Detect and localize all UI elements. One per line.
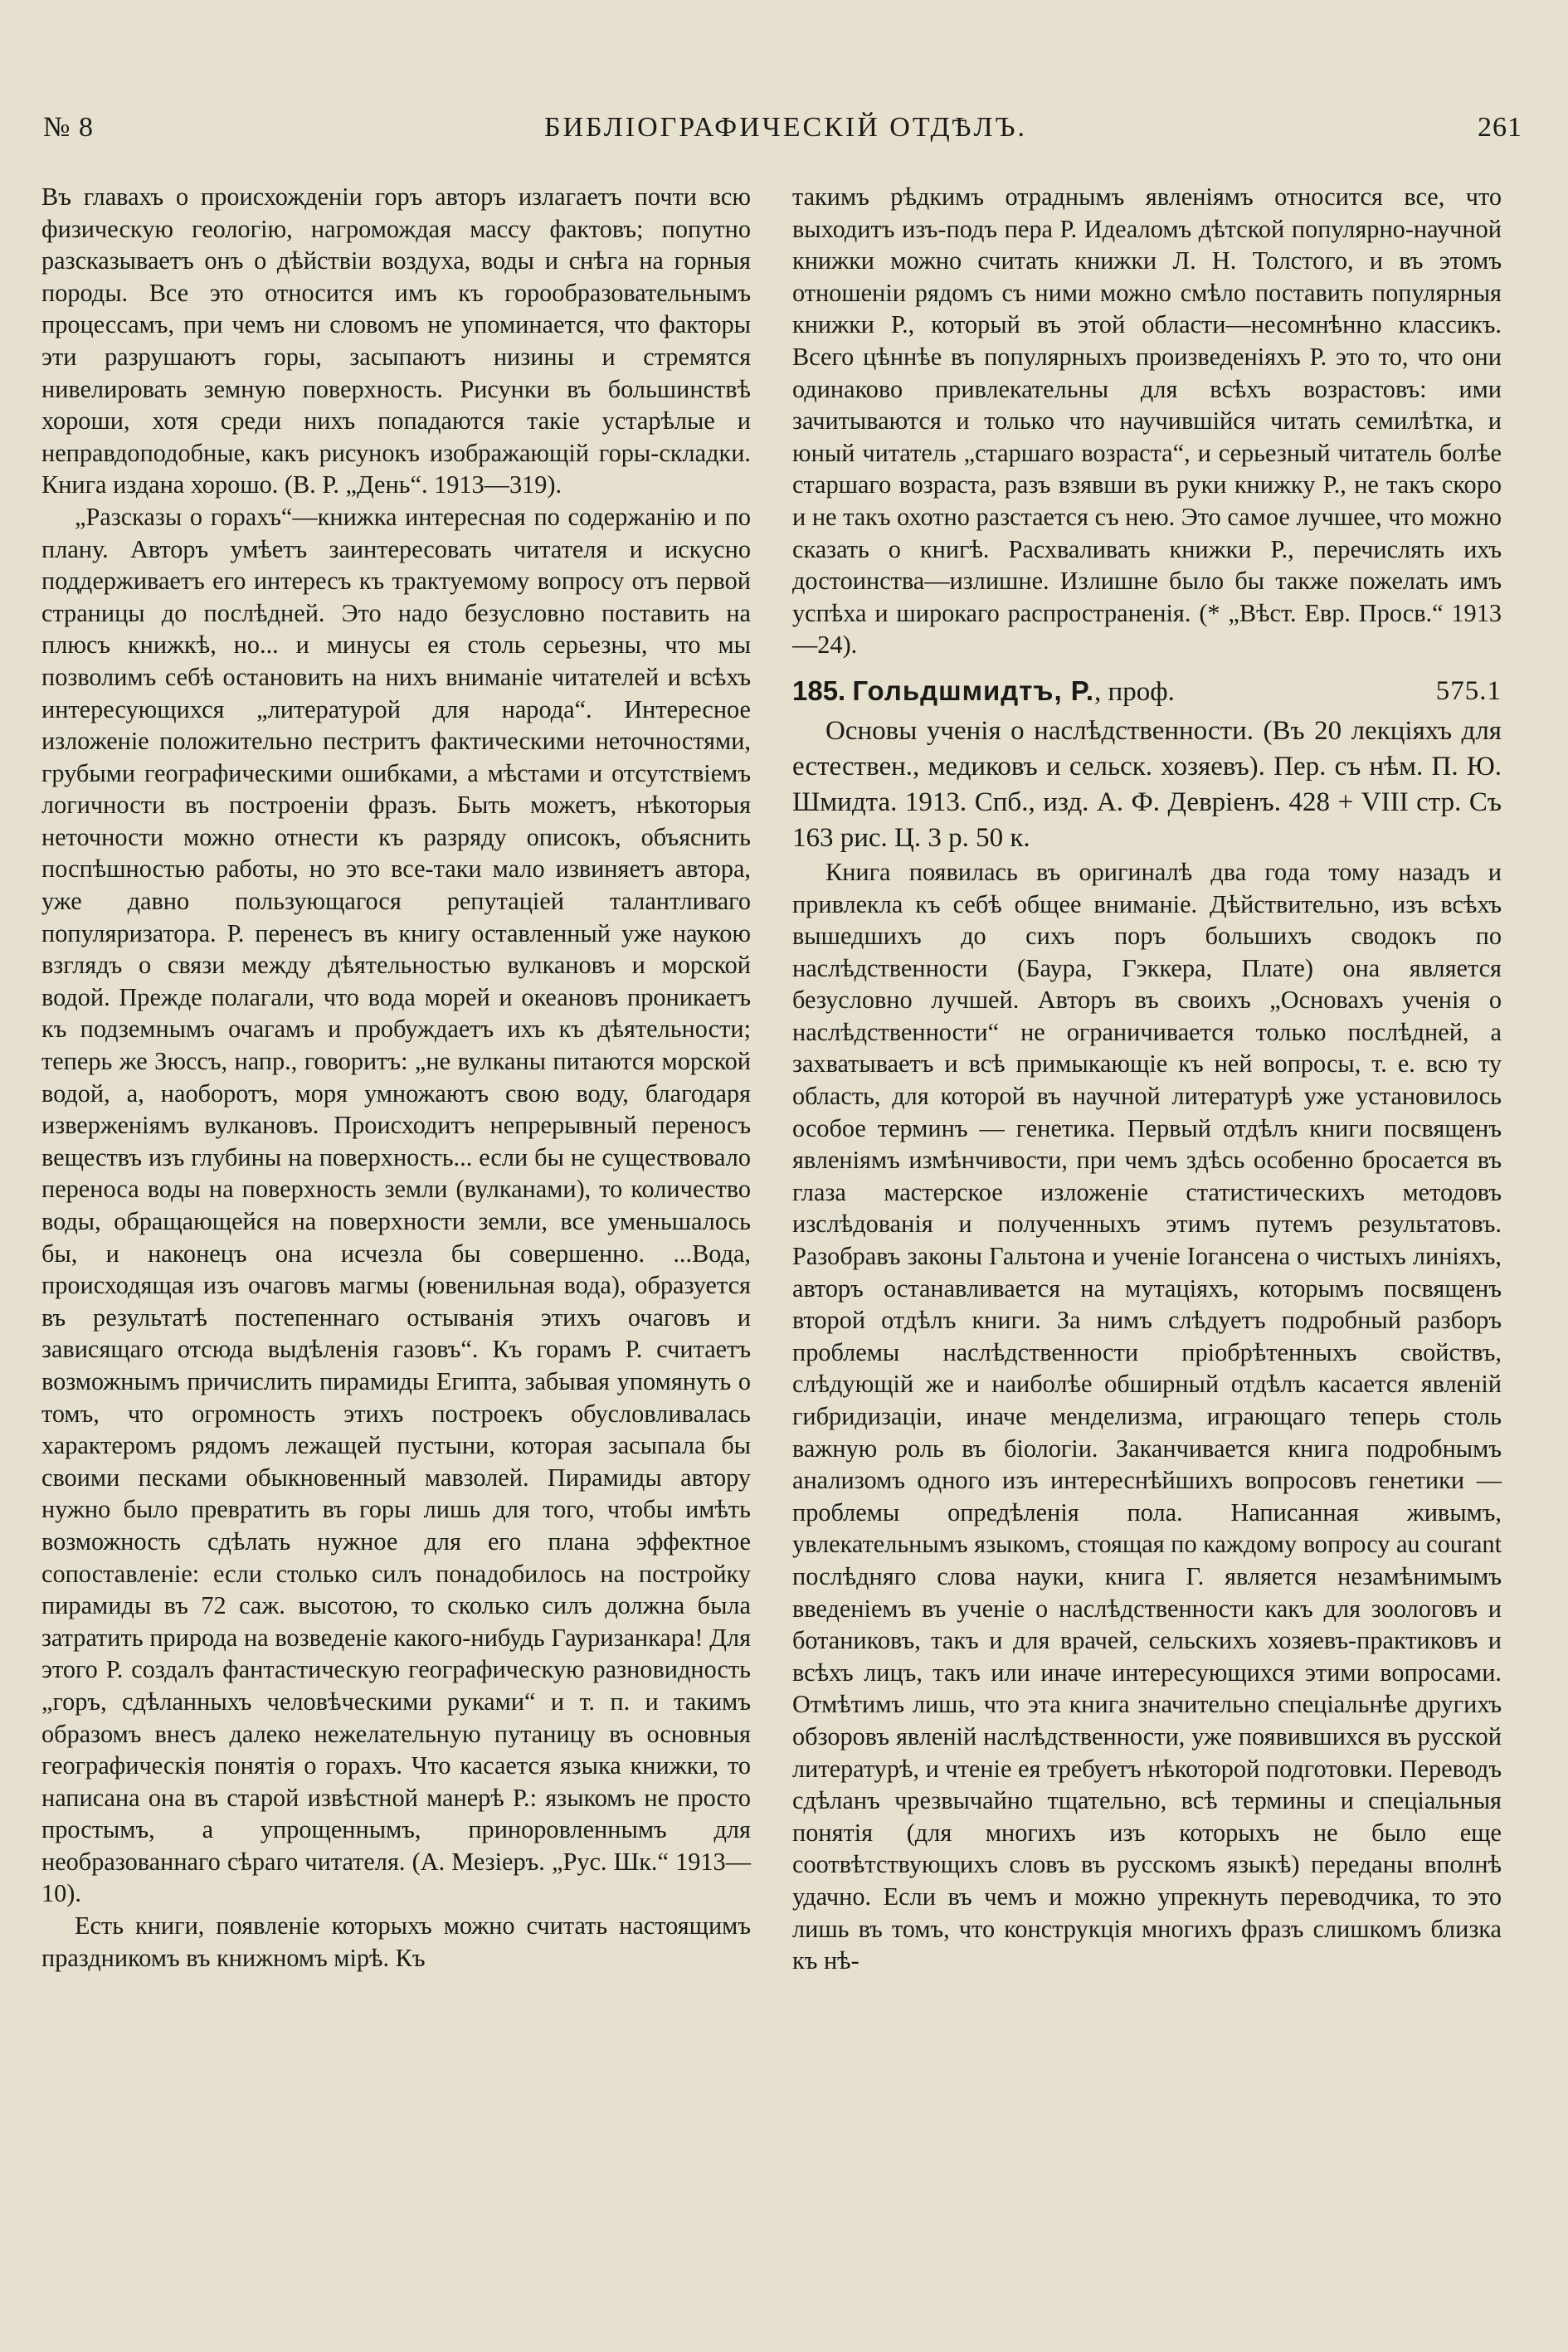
entry-number: 185. [792, 674, 846, 706]
classification-code: 575.1 [1435, 675, 1502, 706]
entry-heading [792, 674, 1502, 709]
issue-number: № 8 [43, 112, 94, 143]
paragraph-mountain-origin: Въ главахъ о происхожденiи горъ авторъ излагаетъ почти всю физическую геологiю, нагромождая массу фактовъ; попутно разсказываетъ онъ о дѣйствiи воздуха, воды и снѣга на горныя породы. Все это относится имъ къ горообразовательнымъ процессамъ, при чемъ ни словомъ не упоминается, что факторы эти разрушаютъ горы, засыпаютъ низины и стремятся нивелировать земную поверхность. Рисунки въ большинствѣ хороши, хотя среди нихъ попадаются такiе устарѣлые и неправдоподобные, какъ рисунокъ изображающiй горы-складки. Книга издана хорошо. (В. Р. „День“. 1913—319). [41, 183, 751, 499]
paragraph-books-holiday: Есть книги, появленiе которыхъ можно считать настоящимъ праздникомъ въ книжномъ мiрѣ. Къ [41, 1911, 751, 1972]
paragraph-continuation: такимъ рѣдкимъ отраднымъ явленiямъ относится все, что выходитъ изъ-подъ пера Р. Идеаломъ дѣтской популярно-научной книжки можно считать книжки Л. Н. Толстого, и въ этомъ отношенiи рядомъ съ ними можно смѣло поставить популярныя книжки Р., который въ этой области—несомнѣнно классикъ. Всего цѣннѣе въ популярныхъ произведенiяхъ Р. это то, что они одинаково привлекательны для всѣхъ возрастовъ: ими зачитываются и только что научившiйся читать семилѣтка, и юный читатель „старшаго возраста“, и серьезный читатель болѣе старшаго возраста, разъ взявши въ руки книжку Р., не такъ скоро и не такъ охотно разстается съ нею. Это самое лучшее, что можно сказать о книгѣ. Расхваливать книжки Р., перечислять ихъ достоинства—излишне. Излишне было бы также пожелать имъ успѣха и широкаго распространенiя. (* „Вѣст. Евр. Просв.“ 1913—24). [792, 183, 1502, 660]
paragraph-mountain-stories-review: „Разсказы о горахъ“—книжка интересная по содержанiю и по плану. Авторъ умѣетъ заинтересовать читателя и искусно поддерживаетъ его интересъ къ трактуемому вопросу отъ первой страницы до послѣдней. Это надо безусловно поставить на плюсъ книжкѣ, но... и минусы ея столь серьезны, что мы позволимъ себѣ остановить на нихъ вниманiе читателей и всѣхъ интересующихся „литературой для народа“. Интересное изложенiе положительно пестритъ фактическими неточностями, грубыми географическими ошибками, а мѣстами и отсутствiемъ логичности въ построенiи фразъ. Быть можетъ, нѣкоторыя неточности можно отнести къ разряду описокъ, объяснить поспѣшностью работы, но это все-таки мало извиняетъ автора, уже давно пользующагося репутацiей талантливаго популяризатора. Р. перенесъ въ книгу оставленный уже наукою взглядъ о связи между дѣятельностью вулкановъ и морской водой. Прежде полагали, что вода морей и океановъ проникаетъ къ подземнымъ очагамъ и пробуждаетъ ихъ къ дѣятельности; теперь же Зюссъ, напр., говоритъ: „не вулканы питаются морской водой, а, наоборотъ, моря умножаютъ свою воду, благодаря изверженiямъ вулкановъ. Происходитъ непрерывный переносъ веществъ изъ глубины на поверхность... если бы не существовало переноса воды на поверхность земли (вулканами), то количество воды, обращающейся на поверхности земли, все уменьшалось бы, и наконецъ она исчезла бы совершенно. ...Вода, происходящая изъ очаговъ магмы (ювенильная вода), образуется въ результатѣ постепеннаго остыванiя этихъ очаговъ и зависящаго отсюда выдѣленiя газовъ“. Къ горамъ Р. считаетъ возможнымъ причислить пирамиды Египта, забывая упомянуть о томъ, что огромность этихъ построекъ обусловливалась характеромъ рядомъ лежащей пустыни, которая засыпала бы своими песками обыкновенный мавзолей. Пирамиды автору нужно было превратить въ горы лишь для того, чтобы имѣть возможность сдѣлать нужное для его плана эффектное сопоставленiе: если столько силъ понадобилось на постройку пирамиды въ 72 саж. высотою, то сколько силъ должна была затратить природа на возведенiе какого-нибудь Гауризанкара! Для этого Р. создалъ фантастическую географическую разновидность „горъ, сдѣланныхъ человѣческими руками“ и т. п. и такимъ образомъ внесъ далеко нежелательную путаницу въ основныя географическiя понятiя о горахъ. Что касается языка книжки, то написана она въ старой извѣстной манерѣ Р.: языкомъ не просто простымъ, а упрощеннымъ, приноровленнымъ для необразованнаго сѣраго читателя. (А. Мезiеръ. „Рус. Шк.“ 1913—10). [41, 502, 751, 1908]
entry-author: Гольдшмидтъ, Р. [852, 674, 1095, 706]
page-number: 261 [1478, 112, 1522, 143]
entry-title: Основы ученiя о наслѣдственности. (Въ 20 лекцiяхъ для естествен., медиковъ и сельск. хозяевъ). Пер. съ нѣм. П. Ю. Шмидта. 1913. Спб., изд. А. Ф. Деврiенъ. 428 + VIII стр. Съ 163 рис. Ц. 3 р. 50 к. [792, 715, 1502, 853]
paragraph-review-body: Книга появилась въ оригиналѣ два года тому назадъ и привлекла къ себѣ общее вниманiе. Дѣйствительно, изъ всѣхъ вышедшихъ до сихъ поръ большихъ сводокъ по наслѣдственности (Баура, Гэккера, Плате) она является безусловно лучшей. Авторъ въ своихъ „Основахъ ученiя о наслѣдственности“ не ограничивается только послѣдней, а захватываетъ и всѣ примыкающiе къ ней вопросы, т. е. всю ту область, для которой въ научной литературѣ уже установилось особое терминъ — генетика. Первый отдѣлъ книги посвященъ явленiямъ измѣнчивости, при чемъ здѣсь особенно бросается въ глаза мастерское изложенiе статистическихъ методовъ изслѣдованiя и полученныхъ этимъ путемъ результатовъ. Разобравъ законы Гальтона и ученiе Iогансена о чистыхъ линiяхъ, авторъ останавливается на мутацiяхъ, которымъ посвященъ второй отдѣлъ книги. За нимъ слѣдуетъ подробный разборъ проблемы наслѣдственности прiобрѣтенныхъ свойствъ, слѣдующiй же и наиболѣе обширный отдѣлъ касается явленiй гибридизацiи, иначе менделизма, играющаго теперь столь важную роль въ бiологiи. Заканчивается книга подробнымъ анализомъ одного изъ интереснѣйшихъ вопросовъ генетики — проблемы опредѣленiя пола. Написанная живымъ, увлекательнымъ языкомъ, стоящая по каждому вопросу au courant послѣдняго слова науки, книга Г. является незамѣнимымъ введенiемъ въ ученiе о наслѣдственности какъ для зоологовъ и ботаниковъ, такъ и для врачей, сельскихъ хозяевъ-практиковъ и всѣхъ лицъ, такъ или иначе интересующихся этими вопросами. Отмѣтимъ лишь, что эта книга значительно спецiальнѣе другихъ обзоровъ явленiй наслѣдственности, уже появившихся въ русской литературѣ, и чтенiе ея требуетъ нѣкоторой подготовки. Переводъ сдѣланъ чрезвычайно тщательно, всѣ термины и спецiальныя понятiя (для многихъ изъ которыхъ не было еще соотвѣтствующихъ словъ въ русскомъ языкѣ) переданы вполнѣ удачно. Если въ чемъ и можно упрекнуть переводчика, то это лишь въ томъ, что конструкцiя многихъ фразъ слишкомъ близка къ нѣ- [792, 857, 1502, 1975]
left-column [41, 181, 751, 1974]
page-header [43, 112, 1522, 153]
section-title: БИБЛIОГРАФИЧЕСКIЙ ОТДѢЛЪ. [543, 112, 1028, 143]
entry-author-role: , проф. [1094, 676, 1175, 707]
right-column [792, 181, 1502, 1977]
